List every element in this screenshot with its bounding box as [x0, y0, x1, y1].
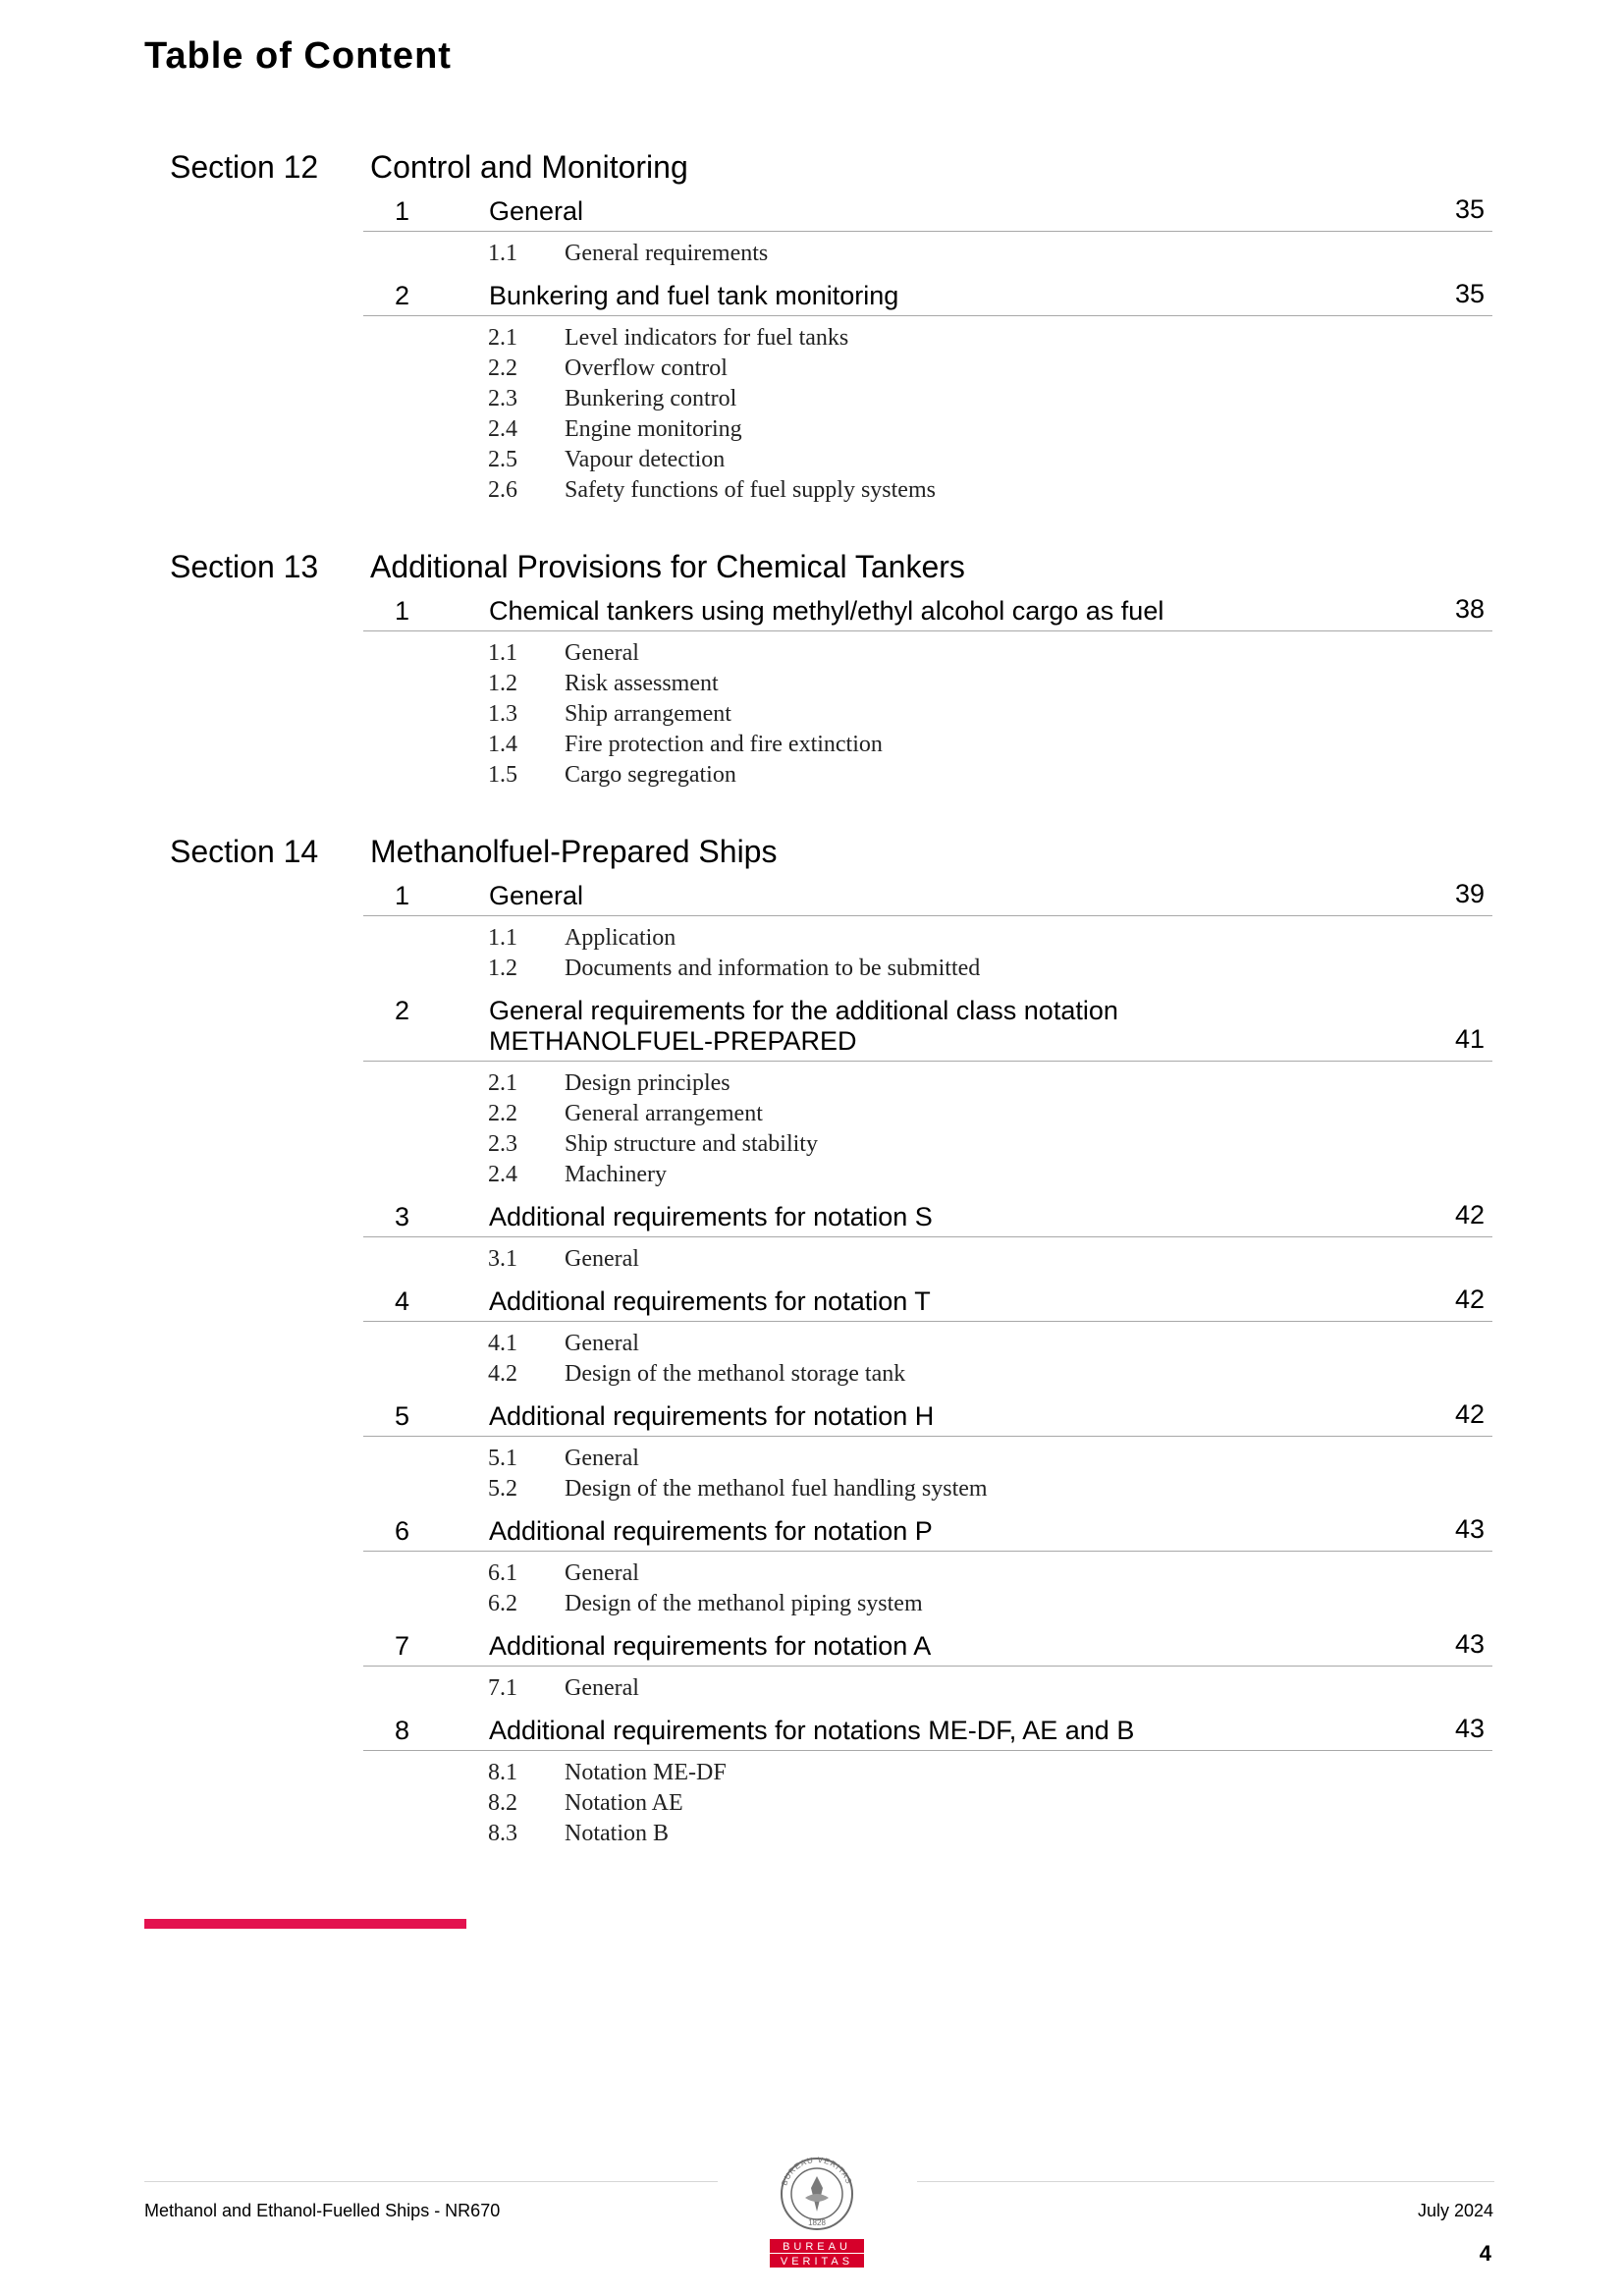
footer-divider-left	[144, 2181, 718, 2182]
subsection-title: Machinery	[565, 1162, 667, 1187]
subsection-entry[interactable]	[363, 239, 1492, 269]
chapter-title: General	[489, 196, 584, 226]
section-heading	[0, 147, 1622, 194]
page-title: Table of Content	[144, 35, 452, 77]
section-title[interactable]: Methanolfuel-Prepared Ships	[370, 834, 778, 869]
toc-chapter	[363, 1399, 1492, 1514]
subsection-title: General	[565, 1331, 639, 1356]
subsection-number: 2.1	[488, 325, 517, 351]
subsection-title: General	[565, 1446, 639, 1471]
toc-chapter	[363, 879, 1492, 994]
subsection-number: 2.4	[488, 416, 517, 442]
chapter-page-number: 43	[1454, 1714, 1485, 1743]
subsection-number: 4.1	[488, 1331, 517, 1356]
subsection-title: Ship structure and stability	[565, 1131, 818, 1157]
subsection-number: 2.5	[488, 447, 517, 472]
subsection-entry[interactable]	[363, 354, 1492, 384]
chapter-number: 3	[395, 1202, 410, 1231]
subsection-number: 4.2	[488, 1361, 517, 1387]
subsection-entry[interactable]	[363, 414, 1492, 445]
subsection-title: Bunkering control	[565, 386, 737, 411]
chapter-entry[interactable]	[363, 1399, 1492, 1437]
toc-chapter	[363, 194, 1492, 279]
subsection-number: 2.3	[488, 1131, 517, 1157]
chapter-title: Additional requirements for notation A	[489, 1631, 932, 1661]
accent-bar	[144, 1919, 466, 1929]
subsection-number: 1.1	[488, 241, 517, 266]
subsection-list	[363, 631, 1492, 800]
subsection-entry[interactable]	[363, 1129, 1492, 1160]
subsection-entry[interactable]	[363, 323, 1492, 354]
chapter-title: Additional requirements for notation P	[489, 1516, 933, 1546]
chapter-entry[interactable]	[363, 279, 1492, 316]
subsection-number: 2.3	[488, 386, 517, 411]
toc-section	[0, 832, 1622, 1859]
subsection-title: Documents and information to be submitted	[565, 956, 981, 981]
chapter-title: Additional requirements for notation S	[489, 1202, 933, 1231]
subsection-list	[363, 232, 1492, 279]
subsection-entry[interactable]	[363, 1589, 1492, 1619]
toc-chapter	[363, 279, 1492, 516]
subsection-title: Ship arrangement	[565, 701, 731, 727]
chapter-page-number: 35	[1454, 194, 1485, 224]
subsection-entry[interactable]	[363, 669, 1492, 699]
subsection-entry[interactable]	[363, 730, 1492, 760]
subsection-entry[interactable]	[363, 1474, 1492, 1504]
subsection-title: Notation AE	[565, 1790, 683, 1816]
chapter-number: 8	[395, 1716, 410, 1745]
subsection-title: Vapour detection	[565, 447, 726, 472]
subsection-entry[interactable]	[363, 1558, 1492, 1589]
subsection-number: 1.5	[488, 762, 517, 788]
logo-year: 1828	[808, 2218, 826, 2227]
chapter-number: 5	[395, 1401, 410, 1431]
subsection-list	[363, 1437, 1492, 1514]
subsection-number: 1.4	[488, 732, 517, 757]
chapter-page-number: 41	[1454, 1024, 1485, 1054]
chapter-page-number: 42	[1454, 1399, 1485, 1429]
chapter-number: 2	[395, 281, 410, 310]
subsection-entry[interactable]	[363, 1359, 1492, 1390]
subsection-number: 2.6	[488, 477, 517, 503]
subsection-number: 1.3	[488, 701, 517, 727]
subsection-entry[interactable]	[363, 1758, 1492, 1788]
chapter-title: Additional requirements for notation T	[489, 1286, 931, 1316]
toc-section	[0, 547, 1622, 800]
subsection-number: 2.4	[488, 1162, 517, 1187]
subsection-title: Level indicators for fuel tanks	[565, 325, 849, 351]
subsection-title: Notation ME-DF	[565, 1760, 727, 1785]
subsection-list	[363, 916, 1492, 994]
chapter-title: Additional requirements for notation H	[489, 1401, 935, 1431]
chapter-number: 1	[395, 196, 410, 226]
section-title[interactable]: Control and Monitoring	[370, 149, 688, 185]
subsection-title: Engine monitoring	[565, 416, 742, 442]
subsection-entry[interactable]	[363, 445, 1492, 475]
subsection-title: Cargo segregation	[565, 762, 736, 788]
logo-text-bottom: VERITAS	[780, 2256, 854, 2268]
chapter-page-number: 43	[1454, 1514, 1485, 1544]
logo-ring-text: BUREAU VERITAS	[780, 2155, 854, 2187]
subsection-number: 5.1	[488, 1446, 517, 1471]
subsection-title: Overflow control	[565, 355, 728, 381]
subsection-title: Design of the methanol fuel handling system	[565, 1476, 988, 1502]
subsection-number: 7.1	[488, 1675, 517, 1701]
chapter-entry[interactable]	[363, 879, 1492, 916]
subsection-entry[interactable]	[363, 1819, 1492, 1849]
subsection-entry[interactable]	[363, 1068, 1492, 1099]
chapter-entry[interactable]	[363, 194, 1492, 232]
subsection-title: Application	[565, 925, 676, 951]
page-number: 4	[1479, 2241, 1491, 2266]
subsection-entry[interactable]	[363, 699, 1492, 730]
subsection-number: 5.2	[488, 1476, 517, 1502]
toc-chapter	[363, 594, 1492, 800]
chapter-page-number: 39	[1454, 879, 1485, 908]
subsection-entry[interactable]	[363, 923, 1492, 954]
chapter-title: Chemical tankers using methyl/ethyl alcohol cargo as fuel	[489, 596, 1164, 626]
subsection-title: Fire protection and fire extinction	[565, 732, 883, 757]
subsection-entry[interactable]	[363, 638, 1492, 669]
subsection-title: Design of the methanol storage tank	[565, 1361, 906, 1387]
subsection-entry[interactable]	[363, 760, 1492, 791]
bureau-veritas-logo	[768, 2149, 866, 2270]
subsection-entry[interactable]	[363, 1788, 1492, 1819]
subsection-list	[363, 1552, 1492, 1629]
toc-chapter	[363, 1629, 1492, 1714]
section-label: Section 12	[170, 149, 319, 185]
chapter-entry[interactable]	[363, 594, 1492, 631]
subsection-number: 6.1	[488, 1560, 517, 1586]
subsection-number: 2.1	[488, 1070, 517, 1096]
subsection-entry[interactable]	[363, 1160, 1492, 1190]
section-label: Section 13	[170, 549, 319, 584]
chapter-entry[interactable]	[363, 1514, 1492, 1552]
subsection-title: General	[565, 640, 639, 666]
subsection-entry[interactable]	[363, 1673, 1492, 1704]
subsection-entry[interactable]	[363, 475, 1492, 506]
subsection-title: General	[565, 1675, 639, 1701]
subsection-entry[interactable]	[363, 954, 1492, 984]
section-heading	[0, 547, 1622, 594]
subsection-number: 1.2	[488, 956, 517, 981]
chapter-number: 1	[395, 596, 410, 626]
chapter-page-number: 42	[1454, 1200, 1485, 1230]
chapter-number: 2	[395, 996, 410, 1025]
toc-chapter	[363, 1285, 1492, 1399]
chapter-title: General	[489, 881, 584, 910]
chapter-entry[interactable]	[363, 1285, 1492, 1322]
subsection-entry[interactable]	[363, 384, 1492, 414]
subsection-list	[363, 1667, 1492, 1714]
subsection-number: 1.1	[488, 640, 517, 666]
subsection-title: Design of the methanol piping system	[565, 1591, 923, 1616]
subsection-title: General	[565, 1560, 639, 1586]
subsection-list	[363, 1237, 1492, 1285]
subsection-number: 2.2	[488, 355, 517, 381]
subsection-title: Risk assessment	[565, 671, 719, 696]
section-title[interactable]: Additional Provisions for Chemical Tankers	[370, 549, 965, 584]
subsection-entry[interactable]	[363, 1329, 1492, 1359]
chapter-page-number: 38	[1454, 594, 1485, 624]
subsection-number: 6.2	[488, 1591, 517, 1616]
footer-document-title: Methanol and Ethanol-Fuelled Ships - NR670	[144, 2201, 501, 2220]
chapter-title: Additional requirements for notations ME-DF, AE and B	[489, 1716, 1135, 1745]
subsection-list	[363, 1322, 1492, 1399]
subsection-entry[interactable]	[363, 1444, 1492, 1474]
toc-chapter	[363, 1714, 1492, 1859]
chapter-entry[interactable]	[363, 1714, 1492, 1751]
subsection-number: 8.1	[488, 1760, 517, 1785]
subsection-number: 8.3	[488, 1821, 517, 1846]
subsection-list	[363, 316, 1492, 516]
chapter-page-number: 35	[1454, 279, 1485, 308]
chapter-entry[interactable]	[363, 1200, 1492, 1237]
subsection-list	[363, 1751, 1492, 1859]
subsection-number: 1.1	[488, 925, 517, 951]
chapter-number: 1	[395, 881, 410, 910]
subsection-entry[interactable]	[363, 1099, 1492, 1129]
subsection-title: Notation B	[565, 1821, 669, 1846]
footer-divider-right	[917, 2181, 1494, 2182]
subsection-title: Safety functions of fuel supply systems	[565, 477, 936, 503]
chapter-title: Bunkering and fuel tank monitoring	[489, 281, 899, 310]
toc-chapter	[363, 1200, 1492, 1285]
subsection-entry[interactable]	[363, 1244, 1492, 1275]
footer-date: July 2024	[1417, 2201, 1493, 2220]
subsection-list	[363, 1062, 1492, 1200]
subsection-number: 8.2	[488, 1790, 517, 1816]
subsection-title: General requirements	[565, 241, 769, 266]
chapter-entry[interactable]	[363, 994, 1492, 1062]
chapter-number: 7	[395, 1631, 410, 1661]
logo-text-top: BUREAU	[783, 2241, 851, 2253]
section-heading	[0, 832, 1622, 879]
chapter-title: General requirements for the additional class notation METHANOLFUEL-PREPARED	[489, 996, 1118, 1056]
chapter-entry[interactable]	[363, 1629, 1492, 1667]
toc-chapter	[363, 994, 1492, 1200]
chapter-page-number: 43	[1454, 1629, 1485, 1659]
section-label: Section 14	[170, 834, 319, 869]
subsection-title: General arrangement	[565, 1101, 763, 1126]
subsection-number: 1.2	[488, 671, 517, 696]
table-of-contents	[0, 147, 1622, 1890]
subsection-title: General	[565, 1246, 639, 1272]
chapter-page-number: 42	[1454, 1285, 1485, 1314]
subsection-number: 2.2	[488, 1101, 517, 1126]
subsection-title: Design principles	[565, 1070, 730, 1096]
chapter-number: 6	[395, 1516, 410, 1546]
toc-section	[0, 147, 1622, 516]
subsection-number: 3.1	[488, 1246, 517, 1272]
toc-chapter	[363, 1514, 1492, 1629]
chapter-number: 4	[395, 1286, 410, 1316]
